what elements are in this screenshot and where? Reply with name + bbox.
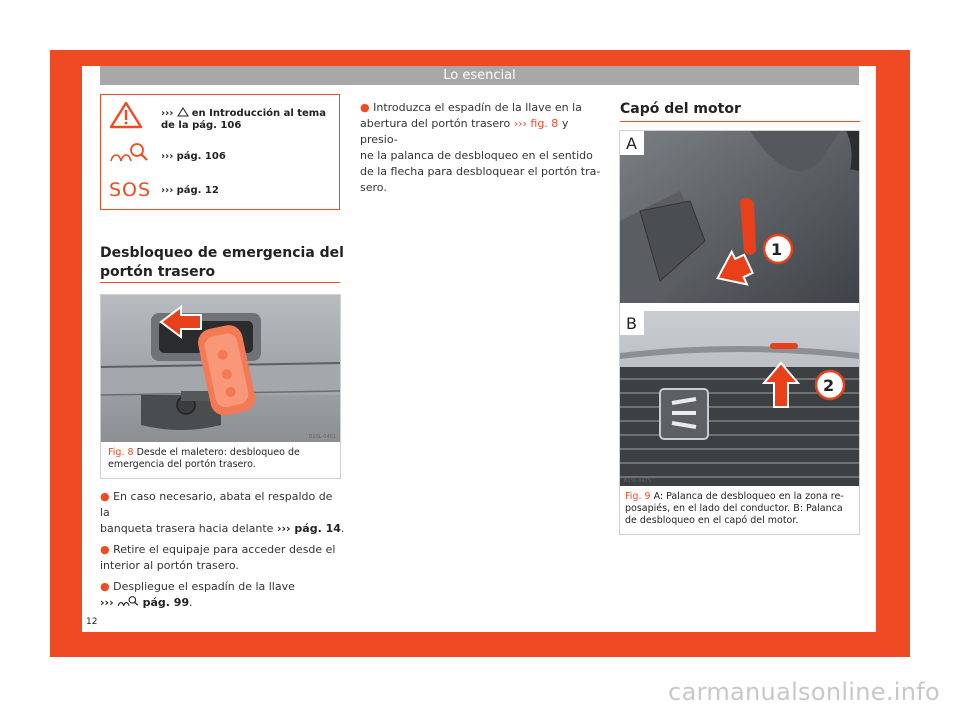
warning-row-2[interactable]	[161, 151, 331, 163]
warning-row-1[interactable]	[161, 107, 331, 132]
list-item	[100, 489, 345, 537]
section-divider	[620, 121, 860, 122]
sos-label: SOS	[109, 179, 152, 201]
chevron-prefix: ›››	[100, 596, 114, 609]
section-title-hood: Capó del motor	[620, 101, 741, 117]
sos-icon	[109, 179, 151, 201]
page-header: Lo esencial	[100, 66, 859, 85]
callout-1: 1	[771, 240, 783, 259]
warning-box	[100, 94, 340, 210]
caption-line: posapiés, en el lado del conductor. B: Palanca	[625, 503, 843, 514]
step-text: banqueta trasera hacia delante	[100, 522, 274, 535]
warning-row-3[interactable]	[161, 185, 331, 197]
figure-9	[619, 130, 860, 535]
chevron-prefix: ›››	[161, 185, 174, 196]
list-item	[100, 542, 345, 574]
key-search-icon	[117, 595, 139, 608]
figure-caption	[625, 491, 857, 527]
page-number: 12	[86, 617, 98, 627]
hood-release-illustration	[620, 131, 859, 486]
page-ref-link[interactable]: ››› pág. 14	[276, 522, 341, 535]
watermark-text: carmanualsonline.info	[668, 678, 940, 706]
step-text: y presio-	[360, 117, 569, 146]
steps-middle	[360, 100, 605, 196]
step-text: de la flecha para desbloquear el portón tra-	[360, 165, 601, 178]
bullet-icon: ●	[100, 580, 110, 593]
warning-triangle-icon	[177, 107, 189, 117]
figure-code: B1SL-0475	[624, 478, 652, 484]
watermark-bar	[0, 676, 960, 708]
bullet-icon: ●	[100, 490, 110, 503]
chevron-prefix: ›››	[161, 151, 174, 162]
steps-left	[100, 489, 345, 611]
section-title-line: Desbloqueo de emergencia del	[100, 245, 344, 261]
step-text: En caso necesario, abata el respaldo de la	[100, 490, 333, 519]
step-text: Retire el equipaje para acceder desde el	[113, 543, 336, 556]
step-text: interior al portón trasero.	[100, 559, 239, 572]
bullet-icon: ●	[360, 101, 370, 114]
key-search-icon	[109, 141, 149, 169]
warning-ref-text: pág. 106	[176, 151, 226, 162]
caption-line: Desde el maletero: desbloqueo de	[136, 447, 300, 458]
panel-label-a: A	[626, 134, 637, 153]
warning-ref-text: en Introducción al tema de la pág. 106	[161, 108, 326, 131]
callout-2: 2	[823, 376, 835, 395]
figure-ref-link[interactable]: ››› fig. 8	[513, 117, 559, 130]
panel-label-b: B	[626, 314, 637, 333]
chevron-prefix: ›››	[161, 108, 174, 119]
section-title-emergency	[100, 244, 344, 282]
warning-triangle-icon	[109, 101, 143, 133]
section-divider	[100, 282, 340, 283]
page-ref-link[interactable]: pág. 99	[142, 596, 190, 609]
trunk-unlock-illustration	[101, 295, 340, 442]
step-text: Introduzca el espadín de la llave en la	[373, 101, 582, 114]
figure-label: Fig. 9	[625, 491, 651, 502]
figure-code: B1SL-0451	[308, 434, 336, 440]
caption-line: de desbloqueo en el capó del motor.	[625, 515, 799, 526]
step-end: .	[189, 596, 193, 609]
figure-caption	[108, 447, 336, 471]
bullet-icon: ●	[100, 543, 110, 556]
section-title-line: portón trasero	[100, 264, 216, 280]
figure-label: Fig. 8	[108, 447, 134, 458]
step-text: sero.	[360, 181, 387, 194]
step-end: .	[340, 522, 345, 535]
figure-8	[100, 294, 341, 479]
caption-line: A: Palanca de desbloqueo en la zona re-	[653, 491, 844, 502]
step-text: Despliegue el espadín de la llave	[113, 580, 295, 593]
caption-line: emergencia del portón trasero.	[108, 459, 256, 470]
list-item	[100, 579, 345, 611]
step-text: abertura del portón trasero	[360, 117, 511, 130]
step-text: ne la palanca de desbloqueo en el sentido	[360, 149, 593, 162]
warning-ref-text: pág. 12	[176, 185, 219, 196]
